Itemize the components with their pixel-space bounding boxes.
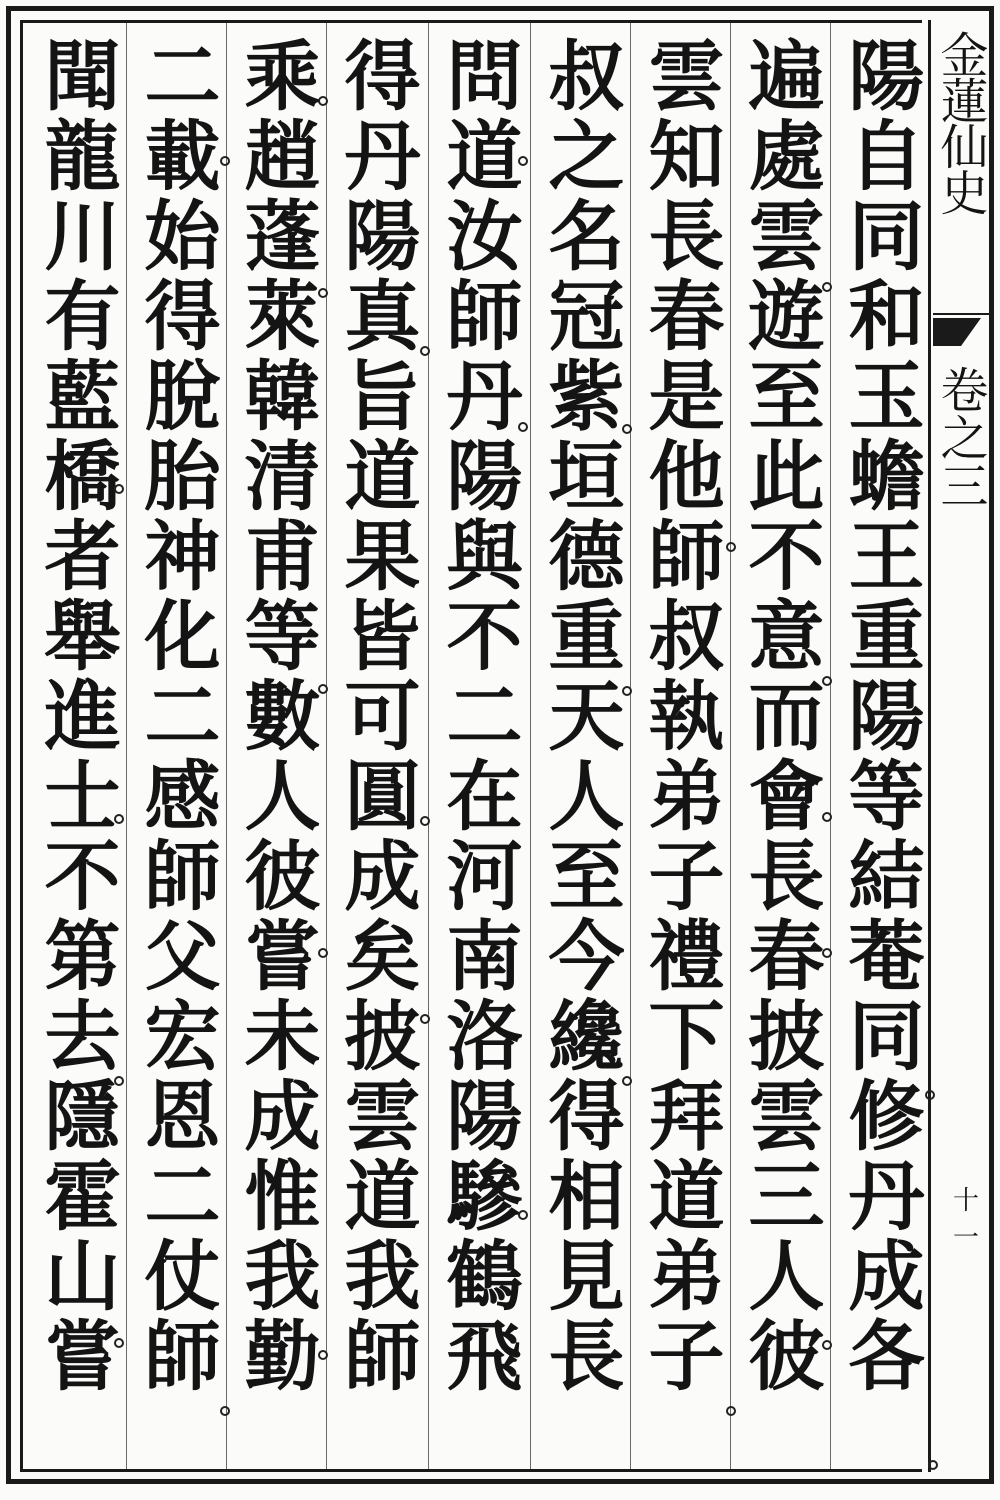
column-rule <box>730 23 731 1469</box>
column-rule <box>830 23 831 1469</box>
punctuation-mark <box>622 686 632 696</box>
punctuation-mark <box>518 1210 528 1220</box>
text-column-3: 雲知長春是他師叔執弟子禮下拜道弟子 <box>636 36 725 1396</box>
punctuation-mark <box>318 96 328 106</box>
punctuation-mark <box>622 424 632 434</box>
text-column-9: 聞龍川有藍橋者舉進士不第去隱霍山嘗 <box>32 36 121 1396</box>
punctuation-mark <box>114 814 124 824</box>
text-column-2: 遍處雲遊至此不意而會長春披雲三人彼 <box>736 36 825 1396</box>
column-rule <box>326 23 327 1469</box>
punctuation-mark <box>114 1076 124 1086</box>
text-column-7: 乘趙蓬萊韓清甫等數人彼嘗未成惟我勤 <box>232 36 321 1396</box>
page-number: 十一 <box>953 1186 980 1253</box>
punctuation-mark <box>822 812 832 822</box>
punctuation-mark <box>822 676 832 686</box>
column-rule <box>126 23 127 1469</box>
text-column-8: 二載始得脫胎神化二感師父宏恩二仗師 <box>132 36 221 1396</box>
punctuation-mark <box>220 156 230 166</box>
punctuation-mark <box>822 948 832 958</box>
punctuation-mark <box>518 422 528 432</box>
punctuation-mark <box>114 1338 124 1348</box>
punctuation-mark <box>518 156 528 166</box>
book-title: 金蓮仙史 <box>932 30 988 214</box>
punctuation-mark <box>925 1090 935 1100</box>
punctuation-mark <box>726 542 736 552</box>
punctuation-mark <box>822 1340 832 1350</box>
punctuation-mark <box>420 346 430 356</box>
punctuation-mark <box>726 1406 736 1416</box>
volume-label: 卷之三 <box>932 365 988 509</box>
punctuation-mark <box>114 484 124 494</box>
punctuation-mark <box>318 684 328 694</box>
text-column-4: 叔之名冠紫垣德重天人至今纔得相見長 <box>536 36 625 1396</box>
text-column-5: 問道汝師丹陽與不二在河南洛陽驂鶴飛 <box>434 36 523 1396</box>
punctuation-mark <box>318 288 328 298</box>
punctuation-mark <box>822 282 832 292</box>
punctuation-mark <box>318 1350 328 1360</box>
text-column-6: 得丹陽真旨道果皆可圓成矣披雲道我師 <box>332 36 421 1396</box>
column-rule <box>530 23 531 1469</box>
punctuation-mark <box>220 1406 230 1416</box>
punctuation-mark <box>420 1014 430 1024</box>
column-rule <box>226 23 227 1469</box>
punctuation-mark <box>420 816 430 826</box>
text-column-1: 陽自同和玉蟾王重陽等結菴同修丹成各 <box>836 36 925 1396</box>
fishtail-mark-icon <box>931 310 991 350</box>
punctuation-mark <box>928 1460 938 1470</box>
punctuation-mark <box>318 948 328 958</box>
column-rule <box>428 23 429 1469</box>
column-rule <box>630 23 631 1469</box>
punctuation-mark <box>622 1076 632 1086</box>
page-margin-band <box>928 20 990 1472</box>
